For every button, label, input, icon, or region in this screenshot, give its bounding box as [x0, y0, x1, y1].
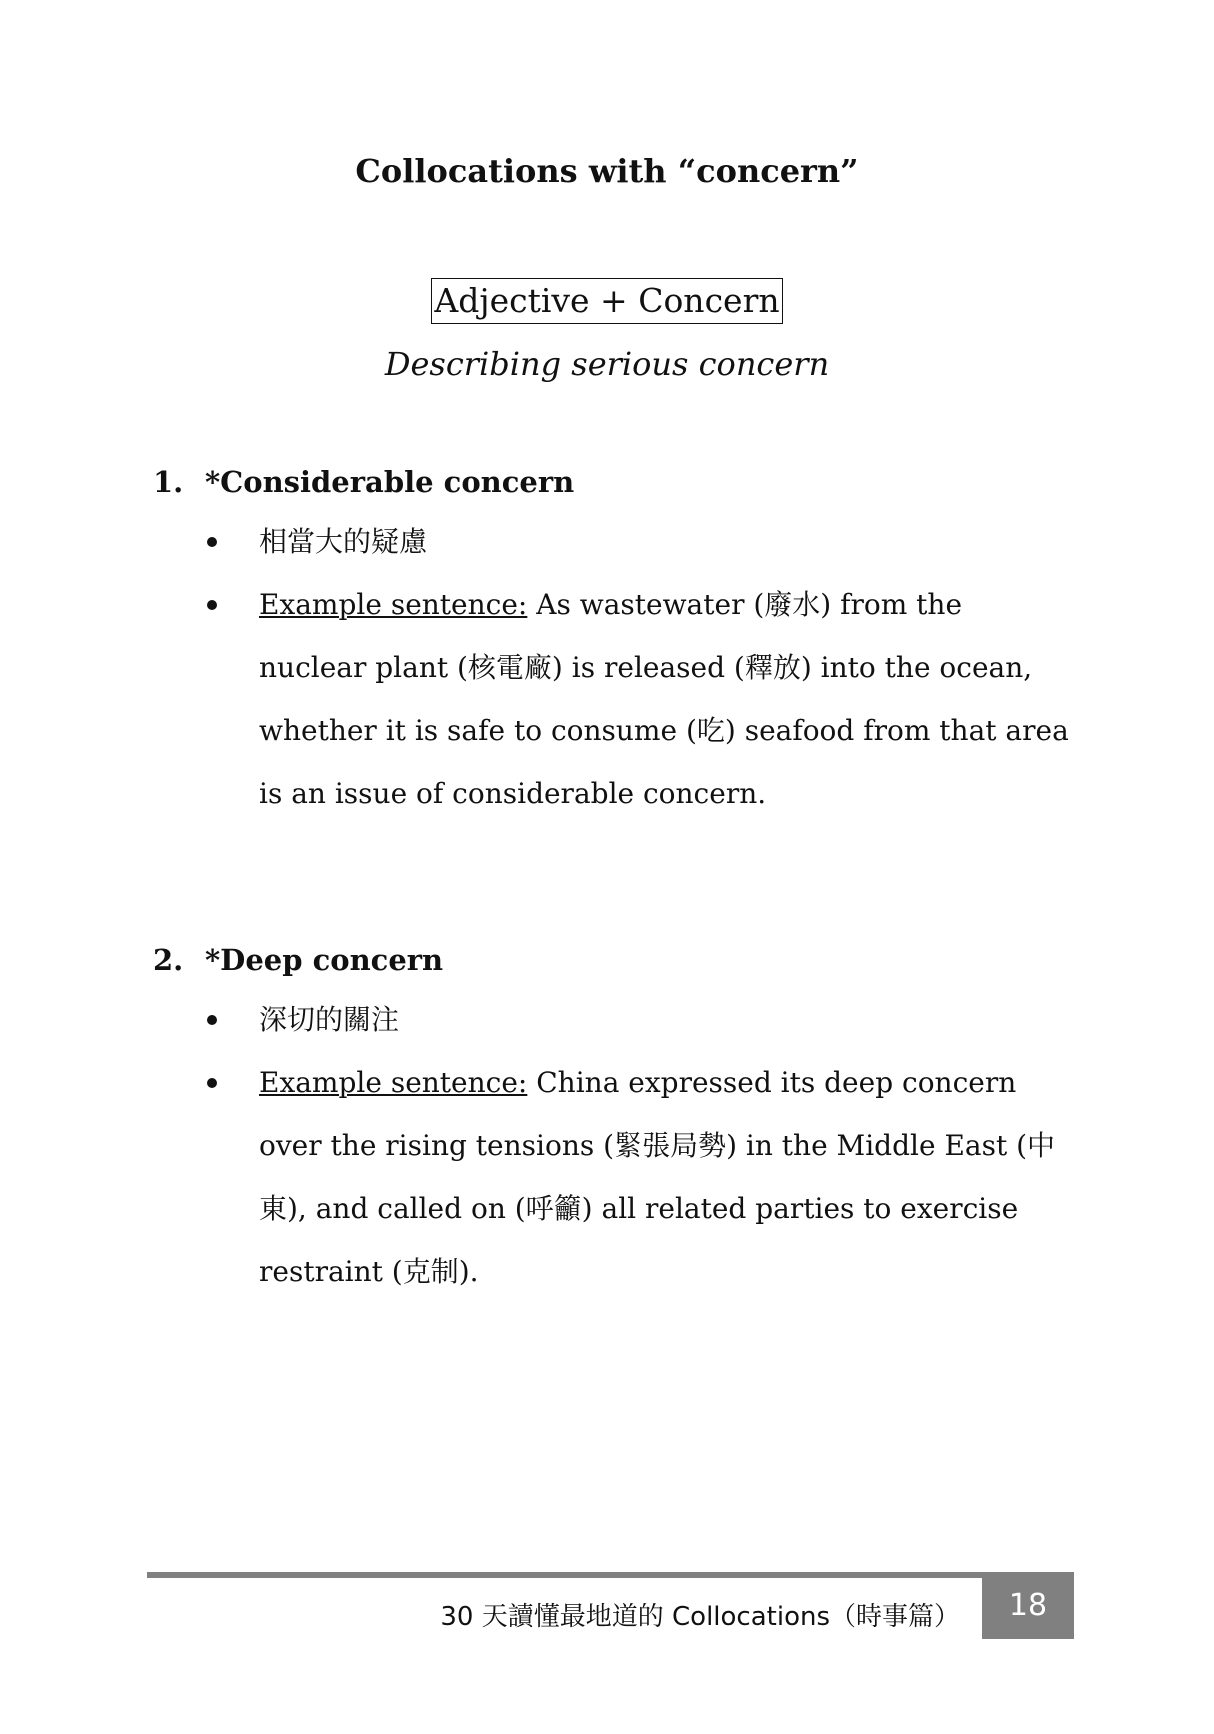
- entry-number: 2.: [153, 943, 184, 977]
- subtitle: Describing serious concern: [384, 345, 830, 383]
- example-label: Example sentence:: [259, 588, 528, 621]
- page-number: 18: [982, 1572, 1074, 1639]
- bullet-icon: [207, 600, 217, 610]
- entry-heading: [153, 940, 1073, 980]
- entry-2: [153, 940, 1073, 1303]
- footer-book-title: 30 天讀懂最地道的 Collocations（時事篇）: [440, 1602, 960, 1632]
- translation-bullet: [153, 988, 1073, 1051]
- page-title: Collocations with “concern”: [355, 152, 859, 190]
- example-text: As wastewater (廢水) from the nuclear plant (核電廠) is released (釋放) into the ocean, whether it is safe to consume (吃) seafood from that area is an issue of considerable concern.: [259, 588, 1069, 810]
- example-bullet: [153, 1051, 1073, 1303]
- footer-divider: [147, 1572, 1074, 1578]
- entry-heading: [153, 462, 1073, 502]
- category-box: Adjective + Concern: [431, 278, 782, 324]
- example-label: Example sentence:: [259, 1066, 528, 1099]
- translation-bullet: [153, 510, 1073, 573]
- example-text: China expressed its deep concern over the rising tensions (緊張局勢) in the Middle East (中東), and called on (呼籲) all related parties to exercise restraint (克制).: [259, 1066, 1056, 1288]
- entry-term: *Considerable concern: [205, 465, 575, 499]
- example-bullet: [153, 573, 1073, 825]
- entry-term: *Deep concern: [205, 943, 444, 977]
- bullet-icon: [207, 1015, 217, 1025]
- bullet-icon: [207, 1078, 217, 1088]
- translation: 深切的關注: [259, 1003, 400, 1036]
- entry-1: [153, 462, 1073, 825]
- translation: 相當大的疑慮: [259, 525, 428, 558]
- bullet-icon: [207, 537, 217, 547]
- entry-number: 1.: [153, 465, 184, 499]
